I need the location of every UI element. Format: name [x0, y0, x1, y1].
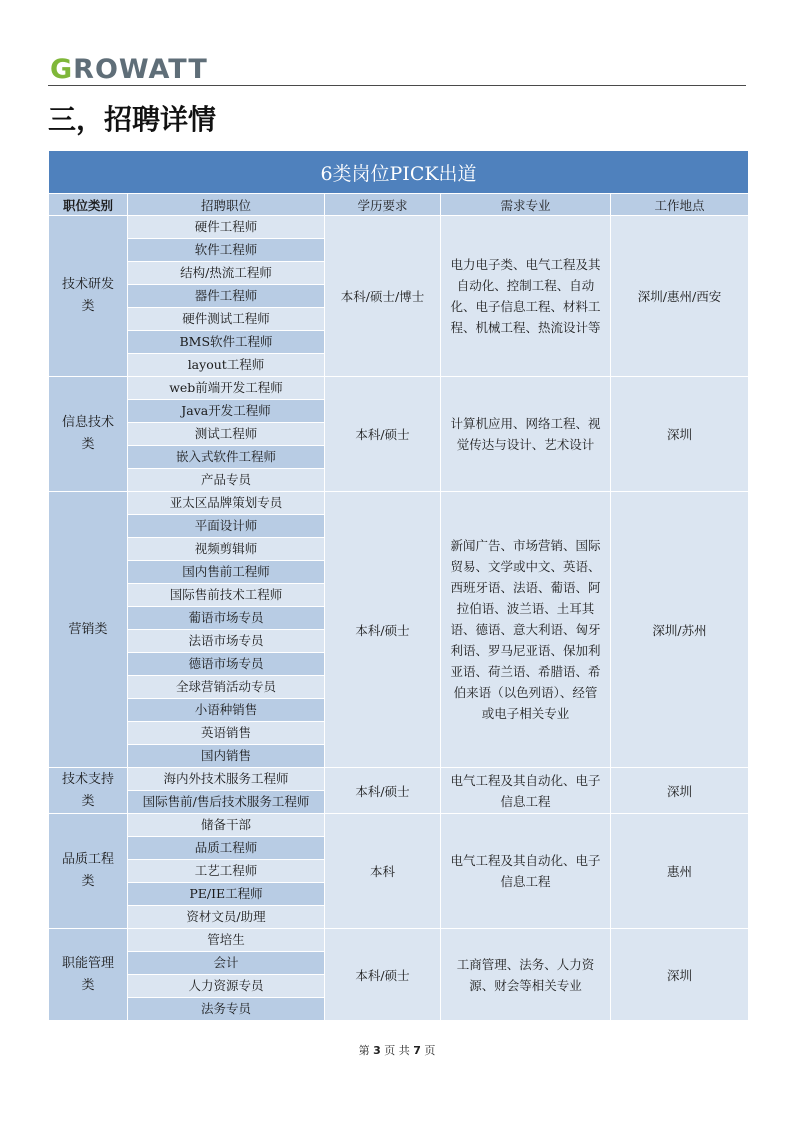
- table-row: [49, 768, 749, 791]
- position-cell: 测试工程师: [128, 423, 325, 446]
- position-cell: 亚太区品牌策划专员: [128, 492, 325, 515]
- position-cell: 小语种销售: [128, 699, 325, 722]
- location-cell: 深圳/惠州/西安: [611, 216, 749, 377]
- table-row: [49, 377, 749, 400]
- position-cell: 全球营销活动专员: [128, 676, 325, 699]
- position-cell: 国内售前工程师: [128, 561, 325, 584]
- education-cell: 本科/硕士: [325, 768, 441, 814]
- table-header-row: [49, 194, 749, 216]
- category-cell: 技术研发类: [49, 216, 128, 377]
- major-cell: 新闻广告、市场营销、国际贸易、文学或中文、英语、西班牙语、法语、葡语、阿拉伯语、波兰语、土耳其语、德语、意大利语、匈牙利语、罗马尼亚语、保加利亚语、荷兰语、希腊语、希伯来语（以色列语）、经管或电子相关专业: [441, 492, 611, 768]
- position-cell: 器件工程师: [128, 285, 325, 308]
- education-cell: 本科/硕士/博士: [325, 216, 441, 377]
- position-cell: 法语市场专员: [128, 630, 325, 653]
- position-cell: 英语销售: [128, 722, 325, 745]
- col-header-position: 招聘职位: [128, 194, 325, 216]
- position-cell: 人力资源专员: [128, 975, 325, 998]
- category-cell: 营销类: [49, 492, 128, 768]
- logo-letter-g: G: [50, 54, 74, 85]
- education-cell: 本科/硕士: [325, 929, 441, 1021]
- recruitment-table: [48, 150, 749, 1021]
- position-cell: 管培生: [128, 929, 325, 952]
- major-cell: 计算机应用、网络工程、视觉传达与设计、艺术设计: [441, 377, 611, 492]
- page-footer: [0, 1042, 794, 1058]
- position-cell: 德语市场专员: [128, 653, 325, 676]
- position-cell: 海内外技术服务工程师: [128, 768, 325, 791]
- footer-prefix: 第: [358, 1044, 370, 1057]
- growatt-logo: [50, 56, 208, 84]
- position-cell: 国际售前技术工程师: [128, 584, 325, 607]
- position-cell: web前端开发工程师: [128, 377, 325, 400]
- position-cell: 国际售前/售后技术服务工程师: [128, 791, 325, 814]
- position-cell: 会计: [128, 952, 325, 975]
- position-cell: 视频剪辑师: [128, 538, 325, 561]
- section-title: 三，招聘详情: [48, 103, 217, 136]
- position-cell: 硬件测试工程师: [128, 308, 325, 331]
- category-cell: 信息技术类: [49, 377, 128, 492]
- table-row: [49, 216, 749, 239]
- education-cell: 本科/硕士: [325, 377, 441, 492]
- education-cell: 本科: [325, 814, 441, 929]
- footer-middle: 页 共: [384, 1044, 410, 1057]
- position-cell: 国内销售: [128, 745, 325, 768]
- location-cell: 深圳: [611, 377, 749, 492]
- position-cell: 产品专员: [128, 469, 325, 492]
- category-cell: 技术支持类: [49, 768, 128, 814]
- footer-suffix: 页: [424, 1044, 436, 1057]
- logo-text: ROWATT: [73, 54, 208, 85]
- header-divider: [48, 85, 746, 86]
- position-cell: Java开发工程师: [128, 400, 325, 423]
- position-cell: layout工程师: [128, 354, 325, 377]
- major-cell: 电气工程及其自动化、电子信息工程: [441, 814, 611, 929]
- position-cell: 嵌入式软件工程师: [128, 446, 325, 469]
- position-cell: 软件工程师: [128, 239, 325, 262]
- col-header-location: 工作地点: [611, 194, 749, 216]
- table-body: [49, 216, 749, 1021]
- col-header-category: 职位类别: [49, 194, 128, 216]
- category-cell: 品质工程类: [49, 814, 128, 929]
- footer-page-number: 3: [373, 1044, 381, 1057]
- footer-total-pages: 7: [413, 1044, 421, 1057]
- position-cell: BMS软件工程师: [128, 331, 325, 354]
- major-cell: 电力电子类、电气工程及其自动化、控制工程、自动化、电子信息工程、材料工程、机械工程、热流设计等: [441, 216, 611, 377]
- location-cell: 深圳: [611, 929, 749, 1021]
- position-cell: 结构/热流工程师: [128, 262, 325, 285]
- table-row: [49, 929, 749, 952]
- location-cell: 惠州: [611, 814, 749, 929]
- location-cell: 深圳: [611, 768, 749, 814]
- position-cell: PE/IE工程师: [128, 883, 325, 906]
- position-cell: 工艺工程师: [128, 860, 325, 883]
- position-cell: 平面设计师: [128, 515, 325, 538]
- location-cell: 深圳/苏州: [611, 492, 749, 768]
- col-header-major: 需求专业: [441, 194, 611, 216]
- category-cell: 职能管理类: [49, 929, 128, 1021]
- position-cell: 储备干部: [128, 814, 325, 837]
- table-banner: 6类岗位PICK出道: [49, 151, 749, 194]
- position-cell: 硬件工程师: [128, 216, 325, 239]
- major-cell: 工商管理、法务、人力资源、财会等相关专业: [441, 929, 611, 1021]
- table-row: [49, 492, 749, 515]
- position-cell: 资材文员/助理: [128, 906, 325, 929]
- education-cell: 本科/硕士: [325, 492, 441, 768]
- table-row: [49, 814, 749, 837]
- position-cell: 葡语市场专员: [128, 607, 325, 630]
- col-header-education: 学历要求: [325, 194, 441, 216]
- position-cell: 法务专员: [128, 998, 325, 1021]
- major-cell: 电气工程及其自动化、电子信息工程: [441, 768, 611, 814]
- position-cell: 品质工程师: [128, 837, 325, 860]
